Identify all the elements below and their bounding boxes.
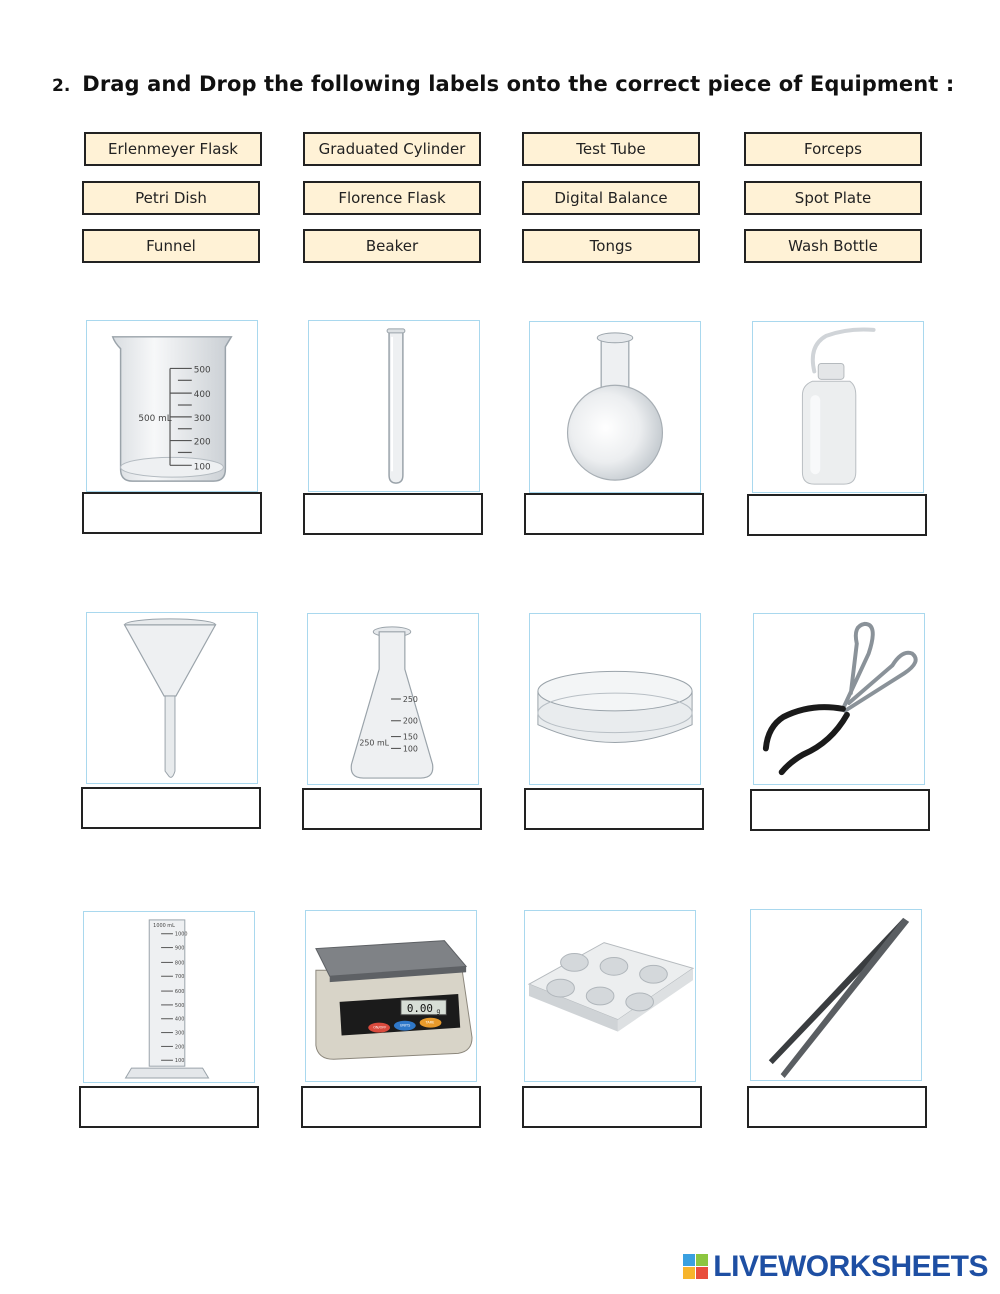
florence-flask-icon (530, 322, 700, 492)
drop-zone-12[interactable] (747, 1086, 927, 1128)
cylinder-mark-800: 800 (174, 960, 185, 967)
label-tile-petri-dish[interactable]: Petri Dish (82, 181, 260, 215)
tongs-icon (754, 614, 924, 784)
equipment-image-4 (752, 321, 924, 493)
equipment-image-10 (305, 910, 477, 1082)
equipment-image-5 (86, 612, 258, 784)
drop-zone-11[interactable] (522, 1086, 702, 1128)
beaker-mark-400: 400 (193, 390, 211, 401)
label-tile-spot-plate[interactable]: Spot Plate (744, 181, 922, 215)
flask-caption: 250 mL (359, 738, 390, 748)
flask-mark-150: 150 (402, 732, 418, 742)
label-tile-beaker[interactable]: Beaker (303, 229, 481, 263)
beaker-icon (87, 321, 257, 491)
balance-display-reading: 0.00 (406, 1001, 433, 1015)
drop-zone-5[interactable] (81, 787, 261, 829)
drop-zone-4[interactable] (747, 494, 927, 536)
balance-btn-tare: TARE (425, 1020, 435, 1025)
equipment-image-9 (83, 911, 255, 1083)
question-text: Drag and Drop the following labels onto the correct piece of Equipment : (82, 72, 955, 96)
funnel-icon (87, 613, 257, 783)
drop-zone-9[interactable] (79, 1086, 259, 1128)
wash-bottle-icon (753, 322, 923, 492)
flask-mark-200: 200 (402, 716, 418, 726)
cylinder-mark-600: 600 (174, 989, 185, 996)
label-tile-test-tube[interactable]: Test Tube (522, 132, 700, 166)
flask-mark-100: 100 (402, 744, 418, 754)
cylinder-mark-1000: 1000 (174, 931, 188, 938)
question-heading (52, 72, 954, 96)
liveworksheets-brand (683, 1250, 988, 1284)
equipment-image-11 (524, 910, 696, 1082)
equipment-image-1 (86, 320, 258, 492)
drop-zone-10[interactable] (301, 1086, 481, 1128)
label-tile-funnel[interactable]: Funnel (82, 229, 260, 263)
question-number: 2. (52, 76, 71, 96)
label-tile-wash-bottle[interactable]: Wash Bottle (744, 229, 922, 263)
label-tile-erlenmeyer-flask[interactable]: Erlenmeyer Flask (84, 132, 262, 166)
forceps-icon (751, 910, 921, 1080)
test-tube-icon (309, 321, 479, 491)
beaker-mark-100: 100 (193, 462, 211, 473)
drop-zone-7[interactable] (524, 788, 704, 830)
petri-dish-icon (530, 614, 700, 784)
beaker-mark-200: 200 (193, 437, 211, 448)
label-tile-tongs[interactable]: Tongs (522, 229, 700, 263)
equipment-image-6 (307, 613, 479, 785)
cylinder-mark-100: 100 (174, 1058, 185, 1065)
cylinder-mark-300: 300 (174, 1030, 185, 1037)
drop-zone-2[interactable] (303, 493, 483, 535)
drop-zone-8[interactable] (750, 789, 930, 831)
cylinder-mark-500: 500 (174, 1002, 185, 1009)
balance-btn-onoff: ON/OFF (373, 1025, 387, 1030)
flask-mark-250: 250 (402, 694, 418, 704)
cylinder-mark-200: 200 (174, 1044, 185, 1051)
drop-zone-6[interactable] (302, 788, 482, 830)
label-tile-digital-balance[interactable]: Digital Balance (522, 181, 700, 215)
erlenmeyer-flask-icon (308, 614, 478, 784)
balance-display-unit: g (436, 1007, 441, 1015)
beaker-mark-300: 300 (193, 413, 211, 424)
drop-zone-1[interactable] (82, 492, 262, 534)
label-tile-forceps[interactable]: Forceps (744, 132, 922, 166)
label-tile-florence-flask[interactable]: Florence Flask (303, 181, 481, 215)
liveworksheets-logo-icon (683, 1254, 709, 1280)
equipment-image-8 (753, 613, 925, 785)
equipment-image-2 (308, 320, 480, 492)
spot-plate-icon (525, 911, 695, 1081)
cylinder-mark-400: 400 (174, 1016, 185, 1023)
graduated-cylinder-icon (84, 912, 254, 1082)
beaker-mark-500: 500 (193, 365, 211, 376)
balance-btn-units: UNITS (399, 1023, 411, 1028)
beaker-caption: 500 mL (138, 413, 172, 424)
cylinder-caption: 1000 mL (153, 922, 175, 929)
digital-balance-icon (306, 911, 476, 1081)
drop-zone-3[interactable] (524, 493, 704, 535)
equipment-image-3 (529, 321, 701, 493)
cylinder-mark-900: 900 (174, 945, 185, 952)
cylinder-mark-700: 700 (174, 974, 185, 981)
equipment-image-7 (529, 613, 701, 785)
equipment-image-12 (750, 909, 922, 1081)
brand-name: LIVEWORKSHEETS (713, 1250, 988, 1283)
label-tile-graduated-cylinder[interactable]: Graduated Cylinder (303, 132, 481, 166)
